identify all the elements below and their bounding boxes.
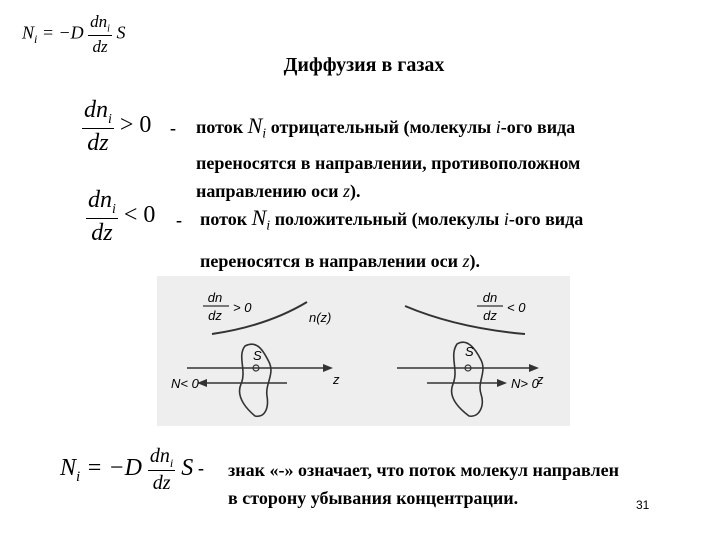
right-deriv-rel: < 0 <box>507 300 526 315</box>
right-deriv-num: dn <box>482 290 498 305</box>
formula-top-eq: = −D <box>41 22 84 43</box>
formula-top-lhs: N <box>22 22 35 43</box>
case1-line1: поток $N_i$ отрицательный (молекулы i-ого вида <box>196 113 576 142</box>
left-concentration-curve <box>212 302 307 334</box>
right-panel <box>397 290 544 416</box>
note-line2: в сторону убывания концентрации. <box>228 488 519 508</box>
note-text <box>228 456 619 512</box>
case1-text <box>196 112 580 205</box>
right-area-label: S <box>465 344 474 359</box>
left-panel <box>171 290 340 416</box>
case1-line2: переносятся в направлении, противоположном <box>196 152 581 173</box>
note-dash: - <box>198 458 204 478</box>
case2-relation: < 0 <box>123 201 156 228</box>
left-curve-label: n(z) <box>309 310 332 325</box>
left-deriv-num: dn <box>207 290 223 305</box>
case2-dash: - <box>176 210 182 230</box>
page-title: Диффузия в газах <box>283 54 445 76</box>
case2-line2: переносятся в направлении оси z). <box>200 250 481 271</box>
diffusion-diagram <box>157 276 570 426</box>
case1-dash: - <box>170 118 176 138</box>
case1-relation: > 0 <box>119 111 152 138</box>
note-line1: знак «-» означает, что поток молекул направлен <box>228 460 619 480</box>
case2-condition: $\frac{dn_i}{dz}$ < 0 <box>88 187 156 246</box>
formula-top-fraction: $\frac{dn_i}{dz}$ <box>90 12 110 57</box>
formula-top: $N_i = -D$ $\frac{dn_i}{dz}$ S <box>22 12 126 57</box>
left-area-label: S <box>253 348 262 363</box>
case1-condition: $\frac{dn_i}{dz}$ > 0 <box>84 97 152 156</box>
right-axis-label: z <box>537 372 544 387</box>
left-deriv-rel: > 0 <box>233 300 252 315</box>
formula-top-tail: S <box>116 22 126 43</box>
case1-line3: направлению оси z). <box>196 180 361 201</box>
left-flux-label: N< 0 <box>171 376 199 391</box>
page-number: 31 <box>636 498 650 512</box>
formula-bottom: $N_i = -D$ $\frac{dn_i}{dz}$ S <box>60 445 194 494</box>
left-deriv-den: dz <box>208 308 222 323</box>
case2-line1: поток $N_i$ положительный (молекулы i-ого вида <box>200 205 584 234</box>
right-deriv-den: dz <box>483 308 497 323</box>
diffusion-figure <box>157 276 570 426</box>
right-flux-label: N> 0 <box>511 376 539 391</box>
case2-text <box>200 204 583 275</box>
left-axis-label: z <box>333 372 340 387</box>
